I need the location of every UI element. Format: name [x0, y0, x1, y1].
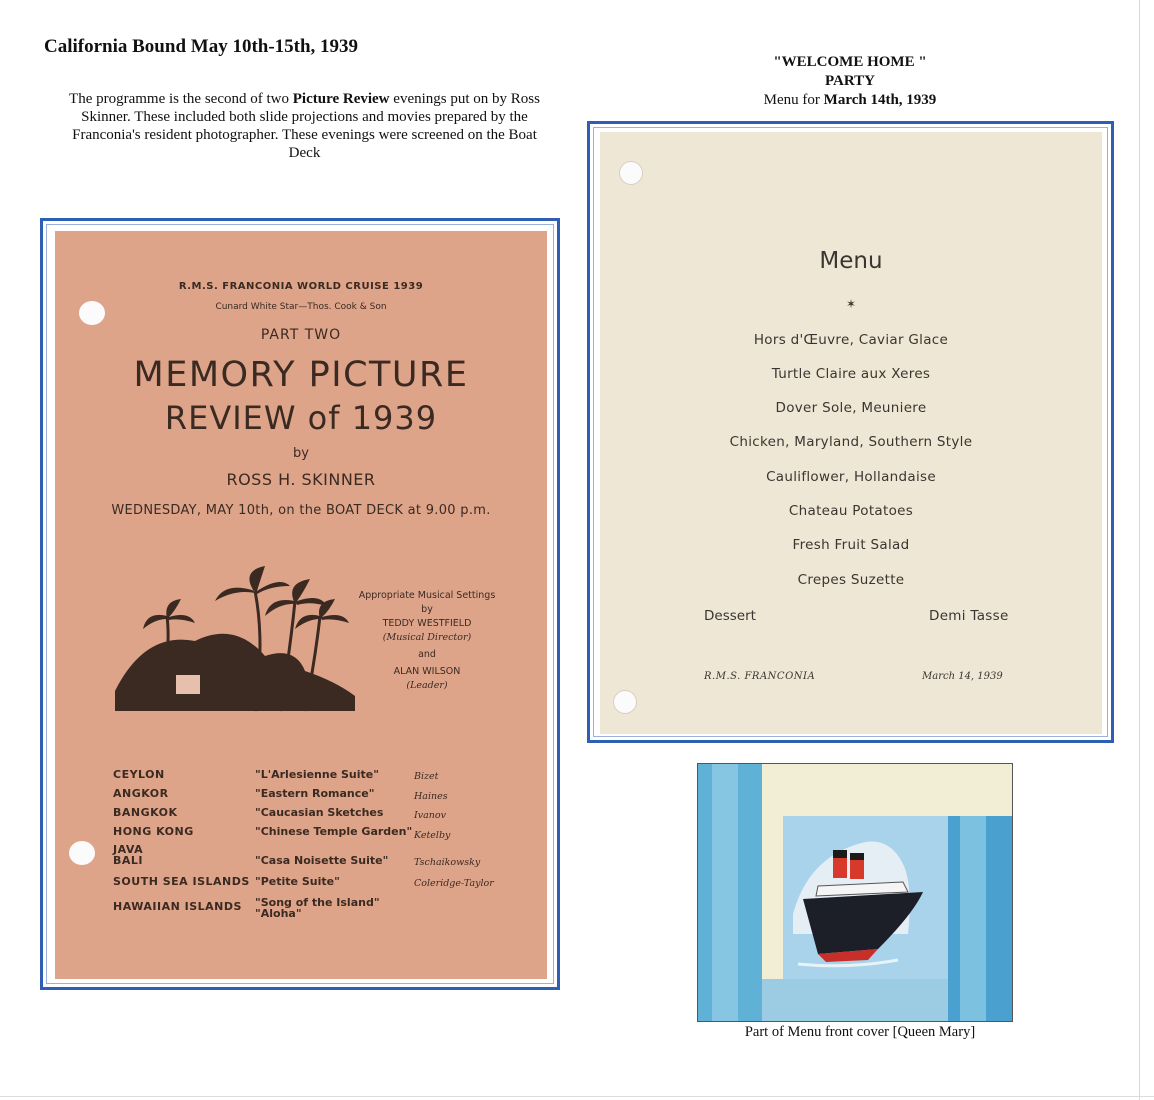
punch-hole — [613, 690, 637, 714]
music-name1: TEDDY WESTFIELD — [382, 618, 472, 629]
row-piece: "Eastern Romance" — [255, 787, 375, 800]
musical-settings — [347, 589, 507, 693]
intro-text-1: The programme is the second of two — [69, 91, 293, 107]
punch-hole — [69, 841, 95, 865]
row-place: JAVA — [113, 843, 144, 856]
menu-item: Hors d'Œuvre, Caviar Glace — [753, 332, 949, 348]
punch-hole — [619, 161, 643, 185]
row-composer: Tschaikowsky — [414, 857, 481, 868]
programme-by: by — [293, 446, 309, 461]
intro-text-bold: Picture Review — [292, 91, 390, 107]
page-title: California Bound May 10th-15th, 1939 — [44, 36, 359, 57]
row-composer: Bizet — [414, 771, 439, 782]
programme-part: PART TWO — [260, 327, 342, 343]
menu-cover-image — [697, 763, 1013, 1022]
programme-row — [113, 907, 533, 925]
menu-item: Crepes Suzette — [797, 572, 905, 588]
menu-heading-line3 — [700, 91, 1000, 110]
programme-company-line: Cunard White Star—Thos. Cook & Son — [215, 302, 387, 312]
music-and: and — [418, 649, 436, 660]
menu-frame — [587, 121, 1114, 743]
row-place: BANGKOK — [113, 806, 178, 819]
music-role1: (Musical Director) — [382, 632, 472, 643]
menu-item: Dover Sole, Meuniere — [775, 400, 927, 416]
row-piece: "Aloha" — [255, 907, 302, 920]
programme-date: WEDNESDAY, MAY 10th, on the BOAT DECK at 9.00 p.m. — [111, 503, 491, 518]
row-place: HONG KONG — [113, 825, 194, 838]
row-piece: "Caucasian Sketches — [255, 806, 384, 819]
row-composer: Ivanov — [414, 810, 446, 821]
row-place: HAWAIIAN ISLANDS — [113, 900, 242, 913]
row-place: SOUTH SEA ISLANDS — [113, 875, 250, 888]
menu-heading — [700, 53, 1000, 110]
intro-paragraph — [62, 90, 547, 162]
menu-item: Cauliflower, Hollandaise — [766, 469, 936, 485]
music-name2: ALAN WILSON — [393, 666, 461, 677]
programme-row — [113, 787, 533, 805]
programme-card — [55, 231, 547, 979]
cover-caption: Part of Menu front cover [Queen Mary] — [744, 1024, 976, 1040]
music-by: by — [421, 604, 433, 615]
menu-heading-date: March 14th, 1939 — [823, 92, 937, 108]
row-place: BALI — [113, 854, 143, 867]
page-edge-bottom — [0, 1096, 1154, 1097]
row-piece: "Song of the Island" — [255, 896, 380, 909]
menu-ornament-icon: ✶ — [845, 297, 857, 311]
menu-heading-line2: PARTY — [824, 73, 876, 89]
row-composer: Coleridge-Taylor — [414, 878, 494, 889]
page-edge-right — [1139, 0, 1140, 1100]
tropical-island-illustration — [105, 561, 365, 721]
menu-heading-prefix: Menu for — [763, 92, 824, 108]
menu-demi-tasse: Demi Tasse — [929, 608, 1009, 624]
menu-dessert: Dessert — [704, 608, 756, 624]
programme-row — [113, 875, 533, 893]
programme-author: ROSS H. SKINNER — [226, 470, 376, 489]
menu-item: Chateau Potatoes — [788, 503, 914, 519]
music-role2: (Leader) — [406, 680, 448, 691]
programme-row — [113, 806, 533, 824]
row-composer: Haines — [414, 791, 448, 802]
menu-card — [600, 132, 1102, 734]
row-piece: "Casa Noisette Suite" — [255, 854, 389, 867]
programme-row — [113, 854, 533, 872]
programme-row — [113, 768, 533, 786]
programme-frame — [40, 218, 560, 990]
row-piece: "L'Arlesienne Suite" — [255, 768, 379, 781]
menu-item: Chicken, Maryland, Southern Style — [729, 434, 973, 450]
menu-item: Fresh Fruit Salad — [792, 537, 910, 553]
menu-footer-date: March 14, 1939 — [922, 671, 1003, 682]
queen-mary-ship-illustration — [698, 764, 1012, 1021]
programme-title-line1: MEMORY PICTURE — [133, 355, 469, 395]
menu-item: Turtle Claire aux Xeres — [771, 366, 931, 382]
music-heading: Appropriate Musical Settings — [358, 590, 496, 601]
programme-title-line2: REVIEW of 1939 — [164, 399, 438, 437]
row-place: ANGKOR — [113, 787, 169, 800]
programme-row — [113, 825, 533, 843]
row-piece: "Petite Suite" — [255, 875, 340, 888]
menu-title: Menu — [819, 248, 883, 274]
row-place: CEYLON — [113, 768, 165, 781]
menu-footer-ship: R.M.S. FRANCONIA — [704, 671, 816, 682]
row-composer: Ketelby — [414, 830, 451, 841]
intro-text-2: evenings put on by Ross Skinner. These included both slide projections and movies prepared by the Franconia's resident photographer. These evenings were screened on the Boat Deck — [72, 91, 540, 161]
programme-cruise-line: R.M.S. FRANCONIA WORLD CRUISE 1939 — [178, 281, 424, 292]
row-piece: "Chinese Temple Garden" — [255, 825, 413, 838]
menu-heading-line1: "WELCOME HOME " — [773, 54, 927, 70]
